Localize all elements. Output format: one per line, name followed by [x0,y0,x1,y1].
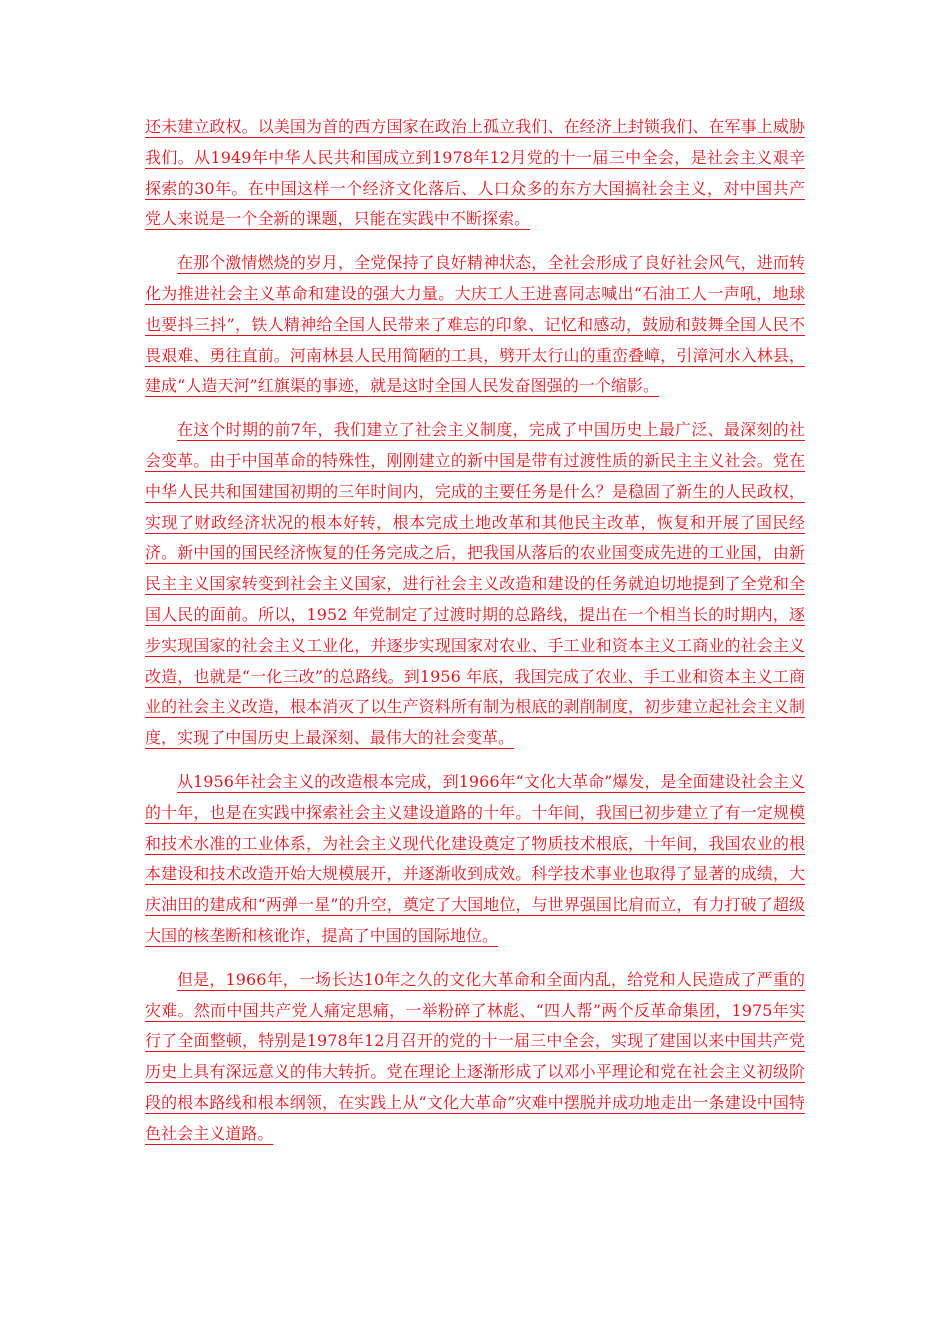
paragraph-2: 在那个激情燃烧的岁月，全党保持了良好精神状态，全社会形成了良好社会风气，进而转化为推进社会主义革命和建设的强大力量。大庆工人王进喜同志喊出“石油工人一声吼，地球也要抖三抖”，铁人精神给全国人民带来了难忘的印象、记忆和感动，鼓励和鼓舞全国人民不畏艰难、勇往直前。河南林县人民用简陋的工具，劈开太行山的重峦叠嶂，引漳河水入林县，建成“人造天河”红旗渠的事迹，就是这时全国人民发奋图强的一个缩影。 [145,253,805,396]
paragraph-4: 从1956年社会主义的改造根本完成，到1966年“文化大革命”爆发，是全面建设社会主义的十年，也是在实践中探索社会主义建设道路的十年。十年间，我国已初步建立了有一定规模和技术水准的工业体系，为社会主义现代化建设奠定了物质技术根底，十年间，我国农业的根本建设和技术改造开始大规模展开，并逐渐收到成效。科学技术事业也取得了显著的成绩，大庆油田的建成和“两弹一星”的升空，奠定了大国地位，与世界强国比肩而立，有力打破了超级大国的核垄断和核讹诈，提高了中国的国际地位。 [145,771,805,945]
document-body [145,112,805,1163]
paragraph-3: 在这个时期的前7年，我们建立了社会主义制度，完成了中国历史上最广泛、最深刻的社会变革。由于中国革命的特殊性，刚刚建立的新中国是带有过渡性质的新民主主义社会。党在中华人民共和国建国初期的三年时间内，完成的主要任务是什么？是稳固了新生的人民政权，实现了财政经济状况的根本好转，根本完成土地改革和其他民主改革，恢复和开展了国民经济。新中国的国民经济恢复的任务完成之后，把我国从落后的农业国变成先进的工业国，由新民主主义国家转变到社会主义国家，进行社会主义改造和建设的任务就迫切地提到了全党和全国人民的面前。所以，1952 年党制定了过渡时期的总路线，提出在一个相当长的时期内，逐步实现国家的社会主义工业化，并逐步实现国家对农业、手工业和资本主义工商业的社会主义改造，也就是“一化三改”的总路线。到1956 年底，我国完成了农业、手工业和资本主义工商业的社会主义改造，根本消灭了以生产资料所有制为根底的剥削制度，初步建立起社会主义制度，实现了中国历史上最深刻、最伟大的社会变革。 [145,420,805,748]
paragraph-5: 但是，1966年，一场长达10年之久的文化大革命和全面内乱，给党和人民造成了严重的灾难。然而中国共产党人痛定思痛，一举粉碎了林彪、“四人帮”两个反革命集团，1975年实行了全面整顿，特别是1978年12月召开的党的十一届三中全会，实现了建国以来中国共产党历史上具有深远意义的伟大转折。党在理论上逐渐形成了以邓小平理论和党在社会主义初级阶段的根本路线和根本纲领，在实践上从“文化大革命”灾难中摆脱并成功地走出一条建设中国特色社会主义道路。 [145,969,805,1143]
paragraph-1: 还未建立政权。以美国为首的西方国家在政治上孤立我们、在经济上封锁我们、在军事上威胁我们。从1949年中华人民共和国成立到1978年12月党的十一届三中全会，是社会主义艰辛探索的30年。在中国这样一个经济文化落后、人口众多的东方大国搞社会主义，对中国共产党人来说是一个全新的课题，只能在实践中不断探索。 [145,117,805,229]
